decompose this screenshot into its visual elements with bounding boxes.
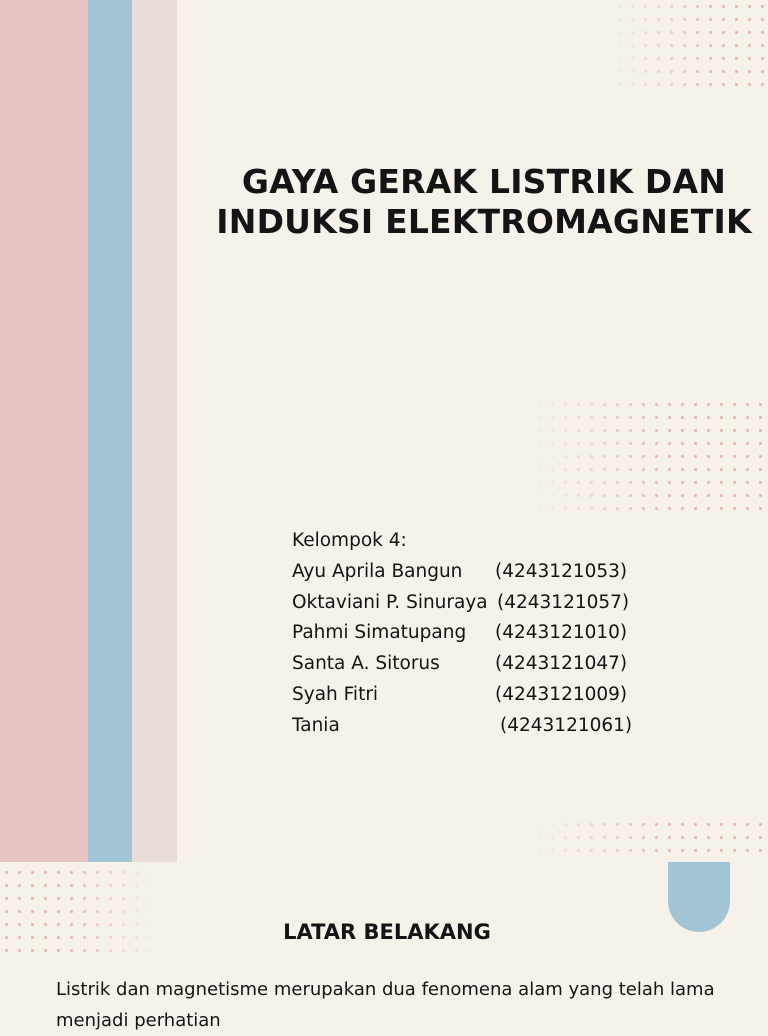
member-name: Pahmi Simatupang — [292, 622, 467, 644]
member-row — [292, 557, 628, 588]
title-line-2: INDUKSI ELEKTROMAGNETIK — [216, 202, 752, 241]
member-row — [292, 588, 630, 619]
dot-pattern-lower-right — [520, 818, 768, 862]
member-name: Tania — [292, 714, 340, 736]
member-row — [292, 649, 628, 680]
blue-stripe — [88, 0, 132, 862]
member-nim: (4243121057) — [497, 591, 630, 613]
dot-pattern-middle-right — [520, 398, 768, 516]
member-nim: (4243121010) — [495, 622, 628, 644]
background-paragraph: Listrik dan magnetisme merupakan dua fenomena alam yang telah lama menjadi perhatian — [56, 979, 715, 1031]
section-heading-latar-belakang: LATAR BELAKANG — [283, 920, 491, 944]
member-row — [292, 680, 628, 711]
group-member-list — [292, 526, 633, 742]
member-nim: (4243121053) — [495, 560, 628, 582]
dot-pattern-top-right — [600, 0, 768, 95]
member-nim: (4243121061) — [500, 714, 633, 736]
member-nim: (4243121009) — [495, 683, 628, 705]
beige-stripe — [132, 0, 177, 862]
member-name: Santa A. Sitorus — [292, 653, 440, 675]
document-title — [200, 162, 768, 242]
member-name: Syah Fitri — [292, 683, 379, 705]
member-name: Oktaviani P. Sinuraya — [292, 591, 488, 613]
member-row — [292, 618, 628, 649]
pink-stripe — [0, 0, 88, 862]
member-name: Ayu Aprila Bangun — [292, 560, 463, 582]
member-row — [292, 711, 633, 742]
title-line-1: GAYA GERAK LISTRIK DAN — [241, 162, 727, 201]
member-nim: (4243121047) — [495, 653, 628, 675]
group-heading: Kelompok 4: — [292, 530, 407, 551]
